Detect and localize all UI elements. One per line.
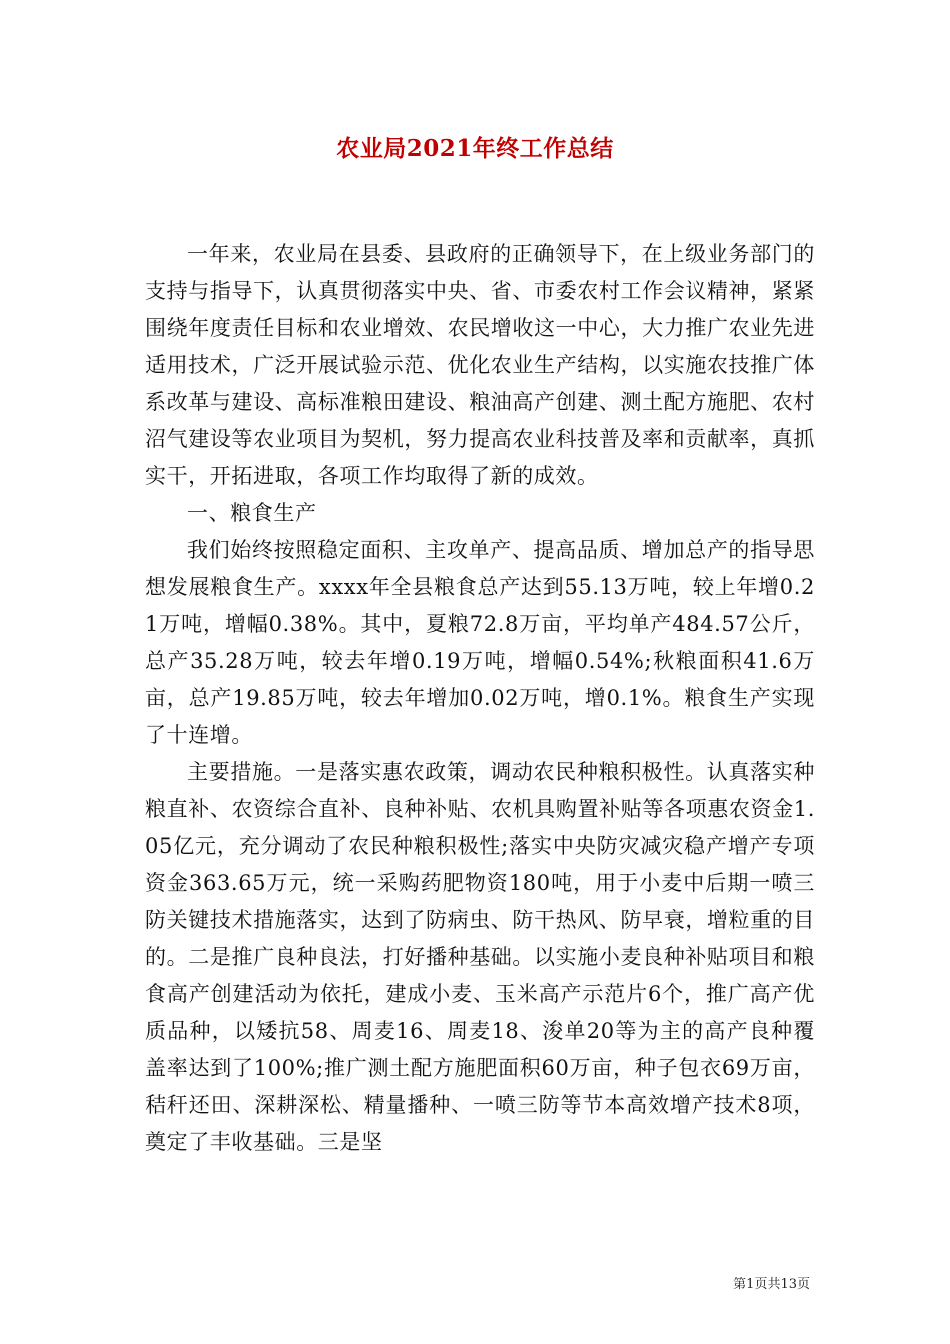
main-measures-paragraph: 主要措施。一是落实惠农政策，调动农民种粮积极性。认真落实种粮直补、农资综合直补、良种补贴、农机具购置补贴等各项惠农资金1.05亿元，充分调动了农民种粮积极性;落实中央防灾减灾稳产增产专项资金363.65万元，统一采购药肥物资180吨，用于小麦中后期一喷三防关键技术措施落实，达到了防病虫、防干热风、防早衰，增粒重的目的。二是推广良种良法，打好播种基础。以实施小麦良种补贴项目和粮食高产创建活动为依托，建成小麦、玉米高产示范片6个，推广高产优质品种，以矮抗58、周麦16、周麦18、浚单20等为主的高产良种覆盖率达到了100%;推广测土配方施肥面积60万亩，种子包衣69万亩，秸秆还田、深耕深松、精量播种、一喷三防等节本高效增产技术8项，奠定了丰收基础。三是坚	[145, 760, 815, 1154]
document-body	[145, 236, 815, 1161]
grain-output-paragraph: 我们始终按照稳定面积、主攻单产、提高品质、增加总产的指导思想发展粮食生产。xxxx年全县粮食总产达到55.13万吨，较上年增0.21万吨，增幅0.38%。其中，夏粮72.8万亩，平均单产484.57公斤，总产35.28万吨，较去年增0.19万吨，增幅0.54%;秋粮面积41.6万亩，总产19.85万吨，较去年增加0.02万吨，增0.1%。粮食生产实现了十连增。	[145, 538, 815, 747]
section-heading-grain-production: 一、粮食生产	[187, 501, 317, 525]
intro-paragraph: 一年来，农业局在县委、县政府的正确领导下，在上级业务部门的支持与指导下，认真贯彻落实中央、省、市委农村工作会议精神，紧紧围绕年度责任目标和农业增效、农民增收这一中心，大力推广农业先进适用技术，广泛开展试验示范、优化农业生产结构，以实施农技推广体系改革与建设、高标准粮田建设、粮油高产创建、测土配方施肥、农村沼气建设等农业项目为契机，努力提高农业科技普及率和贡献率，真抓实干，开拓进取，各项工作均取得了新的成效。	[145, 242, 815, 488]
document-title: 农业局2021年终工作总结	[336, 135, 614, 162]
page-number: 第1页共13页	[733, 1277, 810, 1292]
